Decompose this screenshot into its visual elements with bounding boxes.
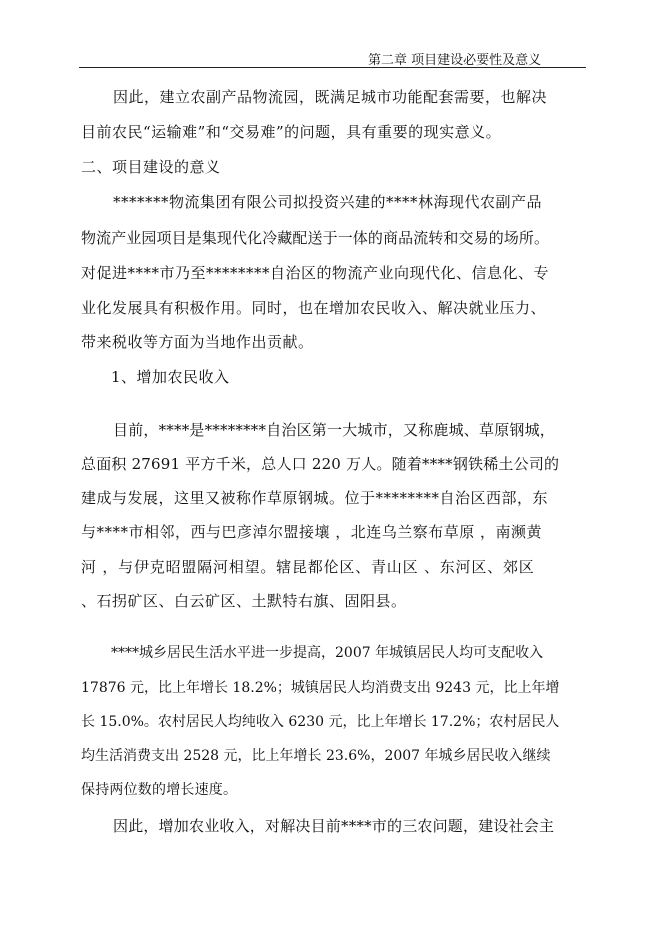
text-line: ****城乡居民生活水平进一步提高，2007 年城镇居民人均可支配收入	[111, 645, 544, 661]
text-line: 均生活消费支出 2528 元，比上年增长 23.6%，2007 年城乡居民收入继续	[81, 748, 551, 764]
section-heading: 二、项目建设的意义	[81, 158, 221, 176]
text-line: 目前，****是********自治区第一大城市，又称鹿城、草原钢城，	[113, 421, 556, 439]
text-line: 总面积 27691 平方千米，总人口 220 万人。随着****钢铁稀土公司的	[81, 455, 560, 473]
text-line: 物流产业园项目是集现代化冷藏配送于一体的商品流转和交易的场所。	[81, 229, 550, 247]
text-line: 对促进****市乃至********自治区的物流产业向现代化、信息化、专	[81, 264, 550, 282]
text-line: 长 15.0%。农村居民人均纯收入 6230 元，比上年增长 17.2%；农村居民人	[81, 714, 560, 730]
text-line: 因此，建立农副产品物流园，既满足城市功能配套需要，也解决	[113, 88, 548, 106]
text-line: 业化发展具有积极作用。同时，也在增加农民收入、解决就业压力、	[81, 299, 547, 317]
text-line: 因此，增加农业收入，对解决目前****市的三农问题，建设社会主	[113, 817, 555, 835]
page-header-title: 第二章 项目建设必要性及意义	[368, 53, 542, 68]
text-line: 17876 元，比上年增长 18.2%；城镇居民人均消费支出 9243 元，比上年增	[81, 680, 560, 696]
header-divider	[79, 67, 586, 68]
text-line: 、石拐矿区、白云矿区、土默特右旗、固阳县。	[81, 592, 407, 610]
text-line: 带来税收等方面为当地作出贡献。	[81, 333, 314, 351]
text-line: 目前农民“运输难”和“交易难”的问题，具有重要的现实意义。	[81, 123, 502, 141]
text-line: 保持两位数的增长速度。	[81, 782, 238, 798]
text-line: 建成与发展，这里又被称作草原钢城。位于********自治区西部，东	[81, 489, 549, 507]
text-line: 河 ，与伊克昭盟隔河相望。辖昆都伦区、青山区 、东河区、郊区	[81, 558, 535, 576]
text-line: 与****市相邻，西与巴彦淖尔盟接壤 ，北连乌兰察布草原 ，南濒黄	[81, 523, 543, 541]
text-line: *******物流集团有限公司拟投资兴建的****林海现代农副产品	[113, 193, 543, 211]
subsection-heading: 1、增加农民收入	[111, 368, 230, 386]
